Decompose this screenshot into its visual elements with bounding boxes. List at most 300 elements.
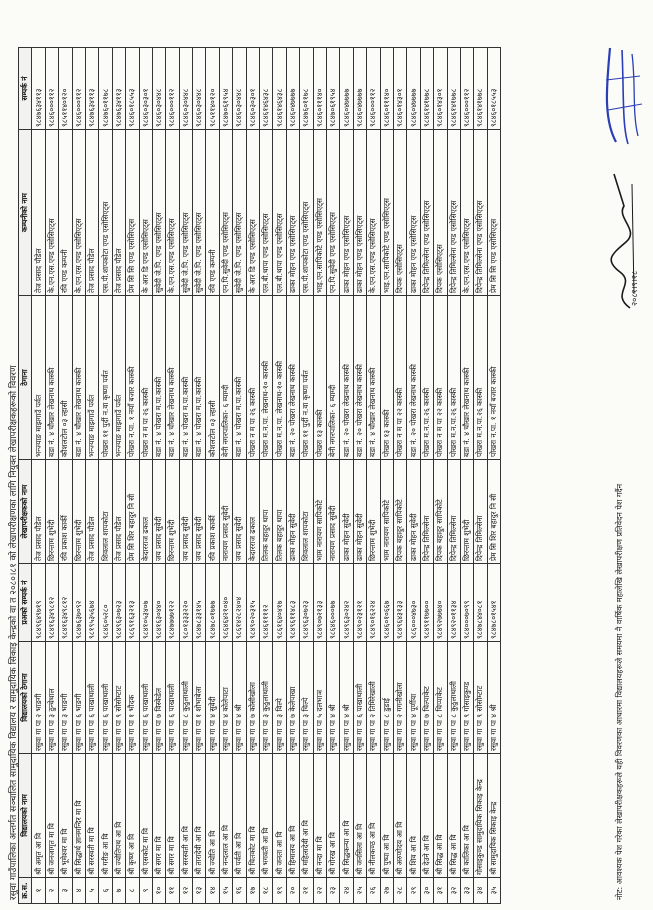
table-cell: ३३ <box>460 878 473 904</box>
table-row <box>447 48 460 904</box>
table-cell: बडा नं. ४ पोखरा म.पा.कास्की <box>193 296 206 460</box>
table-cell: श्री महिलादेवी आ वि <box>300 754 313 878</box>
table-cell: ६ <box>99 878 112 904</box>
table-cell: पोखरा न.पा. १ नयाँ बजार कास्की <box>126 296 139 460</box>
table-cell: ९८४९२७७७४० <box>434 564 447 642</box>
table-cell: पोखरा ११ पुर्दी न.वा कृष्णा पर्वत <box>300 296 313 460</box>
table-cell: नारायण प्रसाद सुवेदी <box>219 460 232 564</box>
table-cell: के.एन.एस.एण्ड एसोसिएट्स <box>367 130 380 296</box>
table-cell: रसुवा गा पा ३ ठुन्चेथाल <box>45 642 58 754</box>
table-cell: भन्ज्याङ माझगाउँ पर्वत <box>112 296 125 460</box>
footnote: नोट: आवश्यक पेश गरेका लेखापरीक्षकहरूले यही विवरणका आधारमा विद्यालयहरूले समयमा नै वार्षिक महालेखि लेखापरीक्षण प्रतिवेदन पेश गर्दैन <box>615 483 624 900</box>
table-cell: ३० <box>420 878 433 904</box>
table-cell: के.एन.एस.एण्ड एसोसिएट्स <box>460 130 473 296</box>
table-cell: ८ <box>126 878 139 904</box>
table-cell: तेज प्रसाद पौडेल <box>85 130 98 296</box>
table-cell: श्री देउने आ वि <box>420 754 433 878</box>
table-cell: ९८०१३३३२२० <box>179 564 192 642</box>
table-cell: २९ <box>407 878 420 904</box>
column-header: लेखापरीक्षकको नाम <box>19 460 32 564</box>
table-cell: भाइ.एन.सापिकोटे एण्ड एसोसिएट्स <box>380 130 393 296</box>
table-cell: ९८४६०३०४४८ <box>193 48 206 130</box>
table-cell: पोखरा म.न.पा.२६ कास्की <box>420 296 433 460</box>
signature-date: २०८१।९।२८ <box>630 270 639 306</box>
table-cell: श्री सामुदायिक सिकाइ केन्द्र <box>487 754 500 878</box>
table-cell: बेनी नगरपालिका- ६ म्याग्दी <box>326 296 339 460</box>
table-row <box>72 48 85 904</box>
table-cell: रसुवा गा पा ६ पाखाथाली <box>139 642 152 754</box>
table-cell: श्री जनजागृत मा वि <box>45 754 58 878</box>
table-cell: ९८४७८३३१४५ <box>193 564 206 642</box>
table-cell: दिपेन्द्र तिमिल्सेना एण्ड एसोसिएट्स <box>420 130 433 296</box>
table-cell: ९८४१६३०४४० <box>152 564 165 642</box>
official-seal <box>598 40 648 150</box>
table-cell: ९८४१६३४९८१२ <box>45 564 58 642</box>
table-cell: श्री कृष्ण आ वि <box>126 754 139 878</box>
table-cell: श्री सगर मा वि <box>166 754 179 878</box>
table-cell: जय प्रसाद सुवेदी <box>193 460 206 564</box>
table-cell: बडा नं. २० पोखरा लेखनाथ कास्की <box>286 296 299 460</box>
table-cell: ९८४९६११४८३ <box>286 564 299 642</box>
table-cell: ९८४६०४७७७७ <box>407 48 420 130</box>
table-cell: श्री अरुणोदय आ वि <box>393 754 406 878</box>
table-cell: रसुवा गा पा २ तिमिरेखाली <box>367 642 380 754</box>
table-cell: ९८४६०३०४४८ <box>233 48 246 130</box>
table-cell: ९८४६०००११२ <box>72 48 85 130</box>
table-cell: पोखरा न म पा २६ कास्की <box>246 296 259 460</box>
table-cell: १४ <box>206 878 219 904</box>
table-cell: दिपेन्द्र तिमिल्सेना <box>420 460 433 564</box>
table-row <box>300 48 313 904</box>
table-cell: ९८४९११७७०० <box>420 564 433 642</box>
table-cell: श्री अमृत आ वि <box>32 754 45 878</box>
auditor-table <box>18 47 501 904</box>
table-cell: श्री सिद्ध आ वि <box>447 754 460 878</box>
table-cell: तेज प्रसाद पौडेल <box>112 130 125 296</box>
table-row <box>45 48 58 904</box>
table-cell: ९८४७७७७१२२ <box>166 564 179 642</box>
table-cell: रसुवा गा पा ६ भाङगी <box>72 642 85 754</box>
table-row <box>193 48 206 904</box>
table-cell: रसुवा गा पा ८ डुडाई <box>380 642 393 754</box>
table-cell: ९८५११४०१२० <box>206 48 219 130</box>
table-cell: २० <box>286 878 299 904</box>
table-cell: ढाका मोहन सुवेदी <box>353 460 366 564</box>
table-cell: ९८४६०१८५५३ <box>126 48 139 130</box>
table-row <box>313 48 326 904</box>
table-row <box>487 48 500 904</box>
table-cell: पोखरा न म पा २२ कास्की <box>434 296 447 460</box>
table-cell: दिपक एसोसिएट्स <box>434 130 447 296</box>
table-cell: सुवेदी जे.पि. एण्ड एसोसिएट्स <box>233 130 246 296</box>
table-cell: रसुवा गा पा ३ विल्पे <box>273 642 286 754</box>
table-cell: २२ <box>313 878 326 904</box>
table-cell: बडा नं. २० पोखरा लेखनाथ कास्की <box>340 296 353 460</box>
table-row <box>179 48 192 904</box>
table-cell: ९८४७८४४०८१ <box>474 564 487 642</box>
table-cell: २३ <box>326 878 339 904</box>
table-cell: ९८४७०६१९५४ <box>219 48 232 130</box>
table-cell: श्री सगर मा वि <box>152 754 165 878</box>
table-cell: प्रेम सि सि एण्ड एसोसिएट्स <box>487 130 500 296</box>
table-cell: ९८४९०७२१३३ <box>313 564 326 642</box>
table-cell: ३४ <box>474 878 487 904</box>
table-cell: पोखरा म.न.पा. लेखनाथ-१० कास्की <box>273 296 286 460</box>
column-header: विद्यालयको ठेगाना <box>19 642 32 754</box>
table-cell: ढाका मोहन सुवेदी <box>407 460 420 564</box>
table-cell: पोखरा १३ कास्की <box>313 296 326 460</box>
table-row <box>126 48 139 904</box>
table-row <box>85 48 98 904</box>
table-cell: प्रेम सि सि एण्ड एसोसिएट्स <box>126 130 139 296</box>
table-cell: ९८४९०२३१२१ <box>353 564 366 642</box>
table-row <box>273 48 286 904</box>
table-row <box>286 48 299 904</box>
table-cell: तेज प्रसाद पौडेल <box>32 460 45 564</box>
table-row <box>99 48 112 904</box>
table-cell: ९८६४६४२१०४० <box>219 564 232 642</box>
table-cell: रसुवा गा पा ६ पाखाथाली <box>353 642 366 754</box>
table-cell: पोखरा म.न.पा.२६ कास्की <box>474 296 487 460</box>
table-cell: के आर डि एण्ड एसोसिएट्स <box>139 130 152 296</box>
table-cell: ९८४९६४९७१९ <box>32 564 45 642</box>
table-cell: रसुवा गा पा २ भाङगी <box>32 642 45 754</box>
table-cell: दिपक बहादुर सापिकोटे <box>434 460 447 564</box>
table-cell: सुवेदी जे.पि. एण्ड एसोसिएट्स <box>179 130 192 296</box>
table-cell: रसुवा गा पा ७ चिल्पाकेट <box>420 642 433 754</box>
table-cell: २८ <box>393 878 406 904</box>
table-cell: रसुवा गा पा ६ पाखाथाली <box>99 642 112 754</box>
table-cell: बडा नं. ४ पोखरा म.पा.कास्की <box>152 296 165 460</box>
table-cell: श्री गरीङ आ वि <box>99 754 112 878</box>
table-cell: के आर डि एण्ड एसोसिएट्स <box>246 130 259 296</box>
table-cell: तेज प्रसाद पौडेल <box>32 130 45 296</box>
table-cell: बडा नं. ४ चौखार लेखनाथ कास्की <box>367 296 380 460</box>
table-cell: ढाका मोहन सुवेदी <box>286 460 299 564</box>
table-cell: तेज प्रसाद पौडेल <box>85 460 98 564</box>
table-cell: एल.बी.थापा एण्ड एसोसिएट्स <box>260 130 273 296</box>
table-cell: नारायण प्रसाद सुवेदी <box>326 460 339 564</box>
table-cell: ९८४६०४७७७७ <box>340 48 353 130</box>
table-cell: ९८४७६३४११३ <box>112 48 125 130</box>
table-cell: भन्ज्याङ माझगाउँ पर्वत <box>85 296 98 460</box>
table-cell: श्री चितकोट मा वि <box>246 754 259 878</box>
table-cell: तिलक बहादुर थापा <box>273 460 286 564</box>
table-cell: १ <box>32 878 45 904</box>
table-row <box>152 48 165 904</box>
table-cell: रवि प्रकाश कार्की <box>206 460 219 564</box>
table-cell: ९८४६०००११२ <box>45 48 58 130</box>
table-cell: रसुवा गा पा ४ कोलेपाटा <box>219 642 232 754</box>
table-cell: ढाका मोहन एण्ड एसोसिएट्स <box>286 130 299 296</box>
table-cell: श्री सिद्धार्थ ज्ञानमन्दिर मा वि <box>72 754 85 878</box>
table-cell: ९८५११४०१२० <box>59 48 72 130</box>
table-cell: छिरन्ताम शुभेदी <box>367 460 380 564</box>
table-cell: ९८४६०४७७७७ <box>286 48 299 130</box>
table-cell: सुवेदी जे.पि. एण्ड एसोसिएट्स <box>193 130 206 296</box>
column-header: क्र.स. <box>19 878 32 904</box>
table-cell: १८ <box>260 878 273 904</box>
table-cell: ९८४६०१४३०१ <box>393 48 406 130</box>
table-cell: भाम नारायण सापिकोटे <box>380 460 393 564</box>
table-cell: ९८६१४२८२४०४ <box>233 564 246 642</box>
table-cell: श्री एसकोट मा वि <box>139 754 152 878</box>
table-cell: ९८४६०१११४० <box>380 48 393 130</box>
table-cell: ९८४६०३०३०१ <box>139 48 152 130</box>
table-cell: रसुवा गा पा ९ सोसोम्टाट <box>474 642 487 754</box>
table-cell: श्री नीलकण्ठ आ वि <box>367 754 380 878</box>
table-cell: १९ <box>273 878 286 904</box>
table-cell: ९८४६०४७७७७ <box>353 48 366 130</box>
table-cell: छिरन्ताम शुभेदी <box>460 460 473 564</box>
table-cell: रसुवा गा पा ७ केलेपाखा <box>286 642 299 754</box>
table-cell: रसुवा गा पा ४ श्री <box>487 642 500 754</box>
table-cell: २४ <box>340 878 353 904</box>
table-row <box>393 48 406 904</box>
table-cell: ९८४६०५२८० <box>99 564 112 642</box>
table-cell: ९८४७८०१५४१ <box>487 564 500 642</box>
table-cell: ९८४६०००११२ <box>460 48 473 130</box>
table-cell: बडा नं. ४ चौखार लेखनाथ कास्की <box>72 296 85 460</box>
table-cell: ९८६४६०००७७ <box>326 564 339 642</box>
table-cell: ५ <box>85 878 98 904</box>
table-cell: श्री गोरख आ वि <box>326 754 339 878</box>
table-cell: ९८१९५३५६७४ <box>85 564 98 642</box>
table-cell: श्री सरस्वती आ वि <box>179 754 192 878</box>
table-cell: ९८४९०२०३१५ <box>246 564 259 642</box>
table-cell: श्री सिद्ध आ वि <box>434 754 447 878</box>
column-header: विद्यालयको नाम <box>19 754 32 878</box>
table-cell: जय प्रसाद सुवेदी <box>179 460 192 564</box>
table-cell: दिपेन्द्र तिमिल्सेना <box>447 460 460 564</box>
table-cell: रसुवा गा पा ४ सुवेदी <box>206 642 219 754</box>
table-cell: रवि एण्ड कम्पनी <box>206 130 219 296</box>
table-cell: ९८४६१४१७७८ <box>474 48 487 130</box>
table-cell: छिरन्ताम शुभेदी <box>72 460 85 564</box>
table-cell: श्री हिमालय आ वि <box>286 754 299 878</box>
table-cell: १५ <box>219 878 232 904</box>
table-row <box>219 48 232 904</box>
table-cell: तेज प्रसाद पौडेल <box>112 460 125 564</box>
table-cell: रसुवा गा पा ४ श्री <box>233 642 246 754</box>
table-cell: श्री कालिका आ वि <box>460 754 473 878</box>
table-cell: ९८४७६०११७८ <box>300 48 313 130</box>
table-cell: बडा नं. ४ पोखरा म.पा.कास्की <box>179 296 192 460</box>
table-cell: ९८४९६३०२४२ <box>340 564 353 642</box>
table-cell: रसुवा गा पा ३ भाङगी <box>59 642 72 754</box>
table-cell: दिपेन्द्र तिमिल्सेना <box>474 460 487 564</box>
table-row <box>367 48 380 904</box>
table-row <box>420 48 433 904</box>
table-body <box>32 48 501 904</box>
table-cell: कौशलटोल ०३ ल्हासी <box>206 296 219 460</box>
table-cell: रसुवा गा पा ४ श्री <box>326 642 339 754</box>
table-cell: श्री नन्दलाल आ वि <box>219 754 232 878</box>
table-cell: ९८४६११११२ <box>260 564 273 642</box>
table-cell: पोखरा न म पा २२ कास्की <box>393 296 406 460</box>
table-cell: ९८६०००४७३० <box>407 564 420 642</box>
table-cell: १६ <box>233 878 246 904</box>
table-cell: पोखरा न.पा. १ नयाँ बजार कास्की <box>487 296 500 460</box>
table-cell: शिवलाल शापकोटा <box>300 460 313 564</box>
table-cell: ९८४६०३०४४८ <box>179 48 192 130</box>
column-header: प्रअको सम्पर्क नं <box>19 564 32 642</box>
table-cell: रसुवा गा पा ७ कोसीखोला <box>246 642 259 754</box>
table-cell: ९ <box>139 878 152 904</box>
table-cell: श्री तारादेवी आ वि <box>193 754 206 878</box>
table-row <box>460 48 473 904</box>
table-cell: २१ <box>300 878 313 904</box>
table-cell: १२ <box>179 878 192 904</box>
table-cell: ९८४६१४१७७८ <box>420 48 433 130</box>
table-cell: ९८४६०१४३०१ <box>434 48 447 130</box>
table-cell: कौशलटोल ०३ ल्हासी <box>59 296 72 460</box>
table-cell: भन्ज्याङ माझगाउँ पर्वत <box>32 296 45 460</box>
table-cell: १३ <box>193 878 206 904</box>
table-cell: ९८४६०३०४४८ <box>152 48 165 130</box>
table-cell: २६ <box>367 878 380 904</box>
table-cell: रसुवा गा पा ४ पूर्णीया <box>407 642 420 754</box>
table-cell: ११ <box>166 878 179 904</box>
table-cell: बडा नं. २० पोखरा लेखनाथ कास्की <box>407 296 420 460</box>
table-row <box>246 48 259 904</box>
table-cell: के.एन.एस.एण्ड एसोसिएट्स <box>45 130 58 296</box>
signature <box>606 164 638 314</box>
table-cell: श्री नन्दा मा वि <box>313 754 326 878</box>
table-cell: ७ <box>112 878 125 904</box>
table-cell: ९८४१६३४९८१२ <box>59 564 72 642</box>
table-cell: दिपेन्द्र तिमिल्सेना एण्ड एसोसिएट्स <box>447 130 460 296</box>
table-cell: रसुवा गा पा ८ कुठुलाथाली <box>447 642 460 754</box>
table-cell: श्री सिद्धकन्या आ वि <box>340 754 353 878</box>
table-cell: बेनी नगरपालिका- ६ म्याग्दी <box>219 296 232 460</box>
table-cell: श्री सरस्वती मा वि <box>85 754 98 878</box>
table-cell: ढाका मोहन एण्ड एसोसिएट्स <box>407 130 420 296</box>
table-cell: एन.पि.सुवेदी एण्ड एसोसिएट्स <box>219 130 232 296</box>
table-cell: ९८४९०१६२२४ <box>367 564 380 642</box>
table-cell: श्री ज्योतिपथ आ वि <box>112 754 125 878</box>
table-row <box>233 48 246 904</box>
table-cell: दिपक एसोसिएट्स <box>393 130 406 296</box>
table-cell: रसुवा गा पा ६ पाखाथाली <box>166 642 179 754</box>
table-row <box>139 48 152 904</box>
table-cell: ढाका मोहन सुवेदी <box>340 460 353 564</box>
table-cell: पोखरा १३ कास्की <box>380 296 393 460</box>
table-cell: ९८६९१६३२१३ <box>126 564 139 642</box>
table-row <box>112 48 125 904</box>
table-cell: जय प्रसाद सुवेदी <box>233 460 246 564</box>
table-cell: भाम नारायण सापिकोटे <box>313 460 326 564</box>
table-cell: श्री भूमेश्वर मा वि <box>59 754 72 878</box>
table-cell: रवि प्रकाश कार्की <box>59 460 72 564</box>
table-cell: सुवेदी जे.पि. एण्ड एसोसिएट्स <box>152 130 165 296</box>
table-cell: ९८४६१४१७७८ <box>447 48 460 130</box>
table-row <box>434 48 447 904</box>
table-cell: ढाका मोहन एण्ड एसोसिएट्स <box>340 130 353 296</box>
table-cell: एस.पी.शापकोटा एण्ड एसोसिएट्स <box>300 130 313 296</box>
table-cell: श्री पुष्पा आ वि <box>380 754 393 878</box>
table-cell: ९८६१६४०४१७ <box>273 564 286 642</box>
table-cell: श्री शिव आ वि <box>407 754 420 878</box>
table-cell: श्री जनसिला आ वि <box>353 754 366 878</box>
table-cell: ९८४६१४६४३८ <box>260 48 273 130</box>
table-cell: २ <box>45 878 58 904</box>
table-cell: पोखरा म.न.पा. लेखनाथ-१० कास्की <box>260 296 273 460</box>
table-row <box>166 48 179 904</box>
table-cell: ९८४७६३४११३ <box>32 48 45 130</box>
table-cell: ९८४७०६१९५४ <box>326 48 339 130</box>
table-cell: ९८४६०३०३०१ <box>246 48 259 130</box>
table-cell: छिरन्ताम शुभेदी <box>166 460 179 564</box>
table-cell: ढाका मोहन एण्ड एसोसिएट्स <box>353 130 366 296</box>
table-cell: बडा नं. ४ चौखार लेखनाथ कास्की <box>460 296 473 460</box>
table-row <box>380 48 393 904</box>
table-cell: भाइ.एन.सापिकोटे एण्ड एसोसिएट्स <box>313 130 326 296</box>
table-cell: ९८४७६०११७८ <box>99 48 112 130</box>
table-cell: रवि एण्ड कम्पनी <box>59 130 72 296</box>
table-cell: रसुवा गा पा ६ पाखाथाली <box>85 642 98 754</box>
table-cell: बडा नं. ४ चौखार लेखनाथ कास्की <box>45 296 58 460</box>
table-cell: जय प्रसाद सुवेदी <box>152 460 165 564</box>
table-cell: १७ <box>246 878 259 904</box>
table-cell: ९८४६०१८५५३ <box>487 48 500 130</box>
table-cell: प्रेम सि शिर बहादुर नि सी <box>487 460 500 564</box>
table-row <box>326 48 339 904</box>
table-cell: ९८४९२०११३४ <box>447 564 460 642</box>
table-cell: एस.पी.शापकोटा एण्ड एसोसिएट्स <box>99 130 112 296</box>
table-cell: गोसाइकुण्ड सामुदायिक सिकाइ केन्द्र <box>474 754 487 878</box>
table-cell: ९८४६१४६४३८ <box>273 48 286 130</box>
table-cell: पोखरा ११ पुर्दी न.वा कृष्णा पर्वत <box>99 296 112 460</box>
table-row <box>32 48 45 904</box>
table-cell: तिलक बहादुर थापा <box>260 460 273 564</box>
table-cell: ९८४९६३०७२३ <box>112 564 125 642</box>
table-cell: ३ <box>59 878 72 904</box>
column-header: कम्पनीको नाम <box>19 130 32 296</box>
table-cell: रसुवा गा पा ५ दलभाञ <box>313 642 326 754</box>
table-cell: दिपक बहादुर सापिकोटे <box>393 460 406 564</box>
column-header: सम्पर्क नं <box>19 48 32 130</box>
table-cell: के.एन.एस.एण्ड एसोसिएट्स <box>72 130 85 296</box>
table-cell: रसुवा गा पा २ गगनीखोला <box>393 642 406 754</box>
table-cell: बडा नं. ४ चौखार लेखनाथ कास्की <box>166 296 179 460</box>
table-cell: श्री जनता आ वि <box>273 754 286 878</box>
table-cell: रसुवा गा पा १ भौदक <box>126 642 139 754</box>
table-cell: ३१ <box>434 878 447 904</box>
table-cell: केदारराज ढकाल <box>139 460 152 564</box>
column-header: ठेगाना <box>19 296 32 460</box>
table-cell: के.एन.एस.एण्ड एसोसिएट्स <box>166 130 179 296</box>
table-cell: रसुवा गा पा ८ चिप्पाकेट <box>434 642 447 754</box>
table-cell: बडा नं. २० पोखरा लेखनाथ कास्की <box>353 296 366 460</box>
table-cell: रसुवा गा पा ९ सोसोम्टाट <box>112 642 125 754</box>
table-cell: शिवलाल शापकोटा <box>99 460 112 564</box>
table-cell: ९८४६०१०६६७ <box>380 564 393 642</box>
table-row <box>206 48 219 904</box>
table-cell: ९८४६०००११२ <box>367 48 380 130</box>
table-cell: ४ <box>72 878 85 904</box>
table-cell: ९८४१०५३४०७ <box>139 564 152 642</box>
table-cell: ९८४०००७०९९ <box>460 564 473 642</box>
table-header-row <box>19 48 32 904</box>
table-cell: ९८४७८०१७७७ <box>206 564 219 642</box>
table-cell: बडा नं. ४ पोखरा म.पा.कास्की <box>233 296 246 460</box>
table-cell: ३५ <box>487 878 500 904</box>
table-cell: दिपेन्द्र तिमिल्सेना एण्ड एसोसिएट्स <box>474 130 487 296</box>
table-cell: २७ <box>380 878 393 904</box>
table-cell: प्रेम सि शिर बहादुर नि सी <box>126 460 139 564</box>
table-cell: ९८४६०१११४० <box>313 48 326 130</box>
